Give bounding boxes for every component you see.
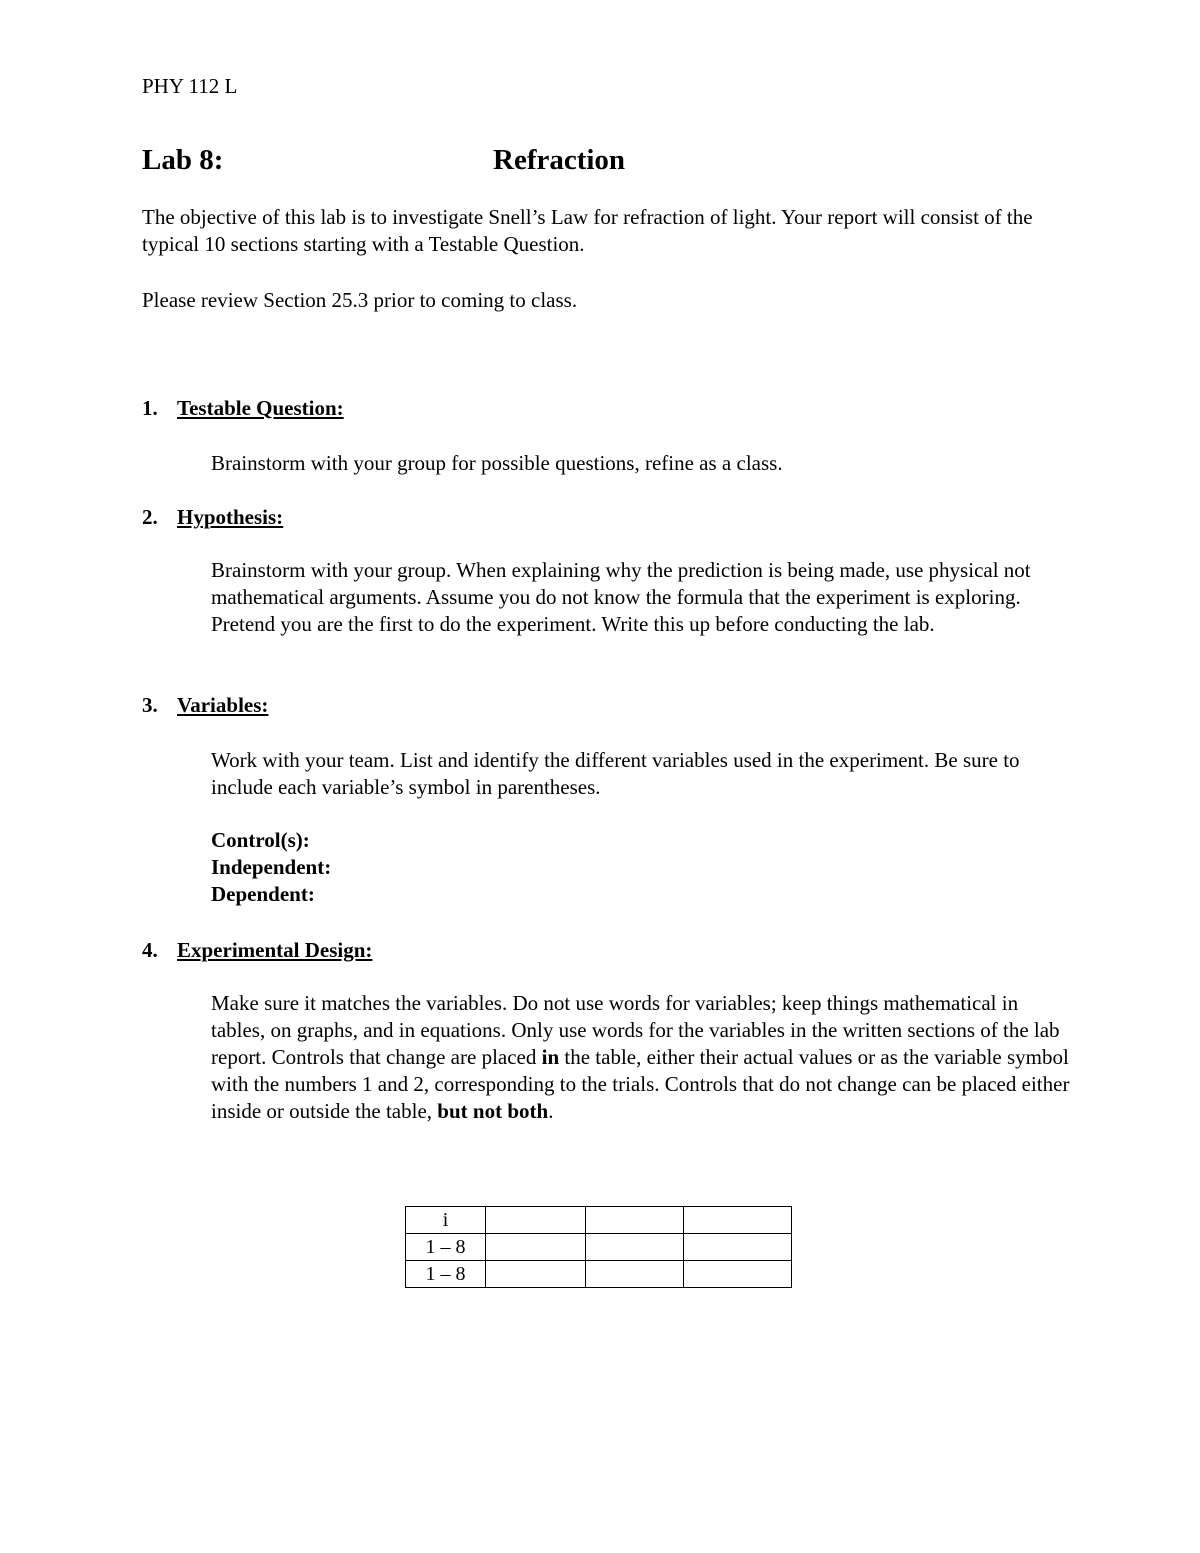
table-cell	[586, 1261, 684, 1288]
table-cell	[684, 1261, 792, 1288]
table-cell: i	[406, 1207, 486, 1234]
table-cell	[586, 1207, 684, 1234]
table-cell	[684, 1207, 792, 1234]
table-cell: 1 – 8	[406, 1261, 486, 1288]
section-title: Experimental Design:	[177, 938, 373, 962]
section-body-testable-question: Brainstorm with your group for possible questions, refine as a class.	[211, 451, 783, 475]
section-number: 3.	[142, 693, 158, 717]
table-cell	[486, 1234, 586, 1261]
design-emphasis-in: in	[541, 1045, 560, 1069]
control-label: Control(s):	[211, 828, 310, 852]
design-emphasis-but-not-both: but not both	[437, 1099, 549, 1123]
course-code: PHY 112 L	[142, 74, 238, 98]
section-title: Testable Question:	[177, 396, 344, 420]
section-title: Variables:	[177, 693, 269, 717]
table-cell	[586, 1234, 684, 1261]
section-number: 4.	[142, 938, 158, 962]
design-text-2: the table, either their actual values or as the variable symbol with the numbers 1 and 2, corresponding to the trials. Controls that do not change can be placed either inside or outside the table,	[211, 1045, 1070, 1123]
table-cell	[486, 1207, 586, 1234]
table-row	[406, 1261, 792, 1288]
lab-number: Lab 8:	[142, 144, 224, 176]
section-number: 2.	[142, 505, 158, 529]
section-number: 1.	[142, 396, 158, 420]
section-heading-hypothesis	[142, 504, 283, 531]
table-row	[406, 1234, 792, 1261]
section-heading-variables	[142, 692, 268, 719]
table-cell	[684, 1234, 792, 1261]
table-row	[406, 1207, 792, 1234]
section-body-hypothesis: Brainstorm with your group. When explaining why the prediction is being made, use physical not mathematical arguments. Assume you do not know the formula that the experiment is exploring. Pretend you are the first to do the experiment. Write this up before conducting the lab.	[211, 558, 1031, 636]
dependent-label: Dependent:	[211, 882, 315, 906]
section-heading-experimental-design	[142, 937, 372, 964]
review-paragraph: Please review Section 25.3 prior to coming to class.	[142, 288, 578, 312]
section-heading-testable-question	[142, 395, 344, 422]
section-body-variables: Work with your team. List and identify the different variables used in the experiment. Be sure to include each variable’s symbol in parentheses.	[211, 748, 1020, 799]
lab-title: Refraction	[493, 144, 626, 176]
section-title: Hypothesis:	[177, 505, 284, 529]
variable-labels	[211, 827, 331, 908]
design-text-1: Make sure it matches the variables. Do not use words for variables; keep things mathematical in tables, on graphs, and in equations. Only use words for the variables in the written sections of the lab report. Controls that change are placed	[211, 991, 1060, 1069]
section-body-experimental-design	[211, 990, 1071, 1125]
table-cell	[486, 1261, 586, 1288]
independent-label: Independent:	[211, 855, 332, 879]
trials-table	[405, 1206, 792, 1288]
table-cell: 1 – 8	[406, 1234, 486, 1261]
design-text-3: .	[548, 1099, 554, 1123]
objective-paragraph: The objective of this lab is to investigate Snell’s Law for refraction of light. Your report will consist of the typical 10 sections starting with a Testable Question.	[142, 205, 1033, 256]
